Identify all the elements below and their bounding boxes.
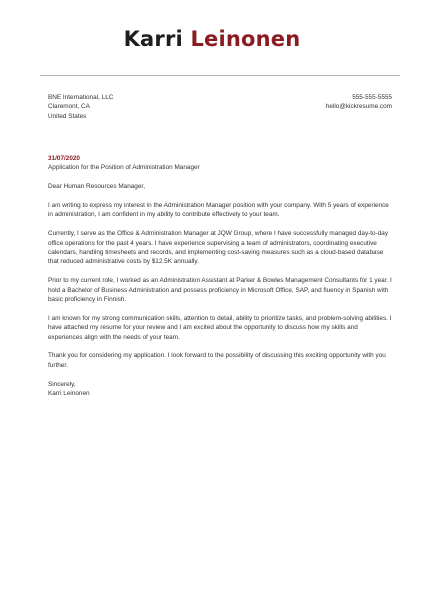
first-name: Karri [123, 27, 183, 51]
letter-greeting: Dear Human Resources Manager, [48, 183, 145, 191]
letter-paragraph: I am known for my strong communication skills, attention to detail, ability to prioritize tasks, and problem-solving abilities. I have attached my resume for your review and I am excited about the opportunity to discuss how my skills and experiences align with the needs of your team. [48, 314, 392, 341]
sender-company: BNE International, LLC [48, 94, 114, 101]
last-name: Leinonen [190, 27, 301, 51]
sender-address [48, 93, 113, 121]
letter-date: 31/07/2020 [48, 155, 80, 162]
letter-paragraph: Prior to my current role, I worked as an Administration Assistant at Parker & Bowles Management Consultants for 1 year. I hold a Bachelor of Business Administration and possess proficiency in Microsoft Office, SAP, and fluency in Spanish with basic proficiency in Finnish. [48, 277, 392, 304]
letter-subject: Application for the Position of Administration Manager [48, 164, 200, 172]
sender-contact-details [326, 93, 392, 112]
letter-closing [48, 380, 393, 399]
sender-city: Claremont, CA [48, 103, 90, 111]
letter-body [48, 154, 393, 398]
header-divider [40, 75, 400, 76]
letter-paragraph: Currently, I serve as the Office & Administration Manager at JQW Group, where I have successfully managed day-to-day office operations for the past 4 years. I have experience supervising a team of administrators, coordinating executive calendars, handling timesheets and records, and implementing cost-saving measures such as a cloud-based database that reduced administrative costs by $12.5K annually. [48, 230, 389, 266]
closing-phrase: Sincerely, [48, 380, 76, 388]
sender-phone: 555-555-5555 [352, 94, 392, 101]
letter-paragraph: I am writing to express my interest in the Administration Manager position with your company. With 5 years of experience in administration, I am confident in my ability to contribute effectively to your team. [48, 202, 389, 219]
sender-email[interactable]: hello@kickresume.com [325, 103, 392, 111]
letter-paragraph: Thank you for considering my application. I look forward to the possibility of discussing this exciting opportunity with you further. [48, 352, 386, 369]
sender-country: United States [48, 112, 87, 120]
sender-contact-block [48, 93, 392, 121]
page-title [0, 24, 424, 54]
signature-name: Karri Leinonen [48, 390, 90, 398]
